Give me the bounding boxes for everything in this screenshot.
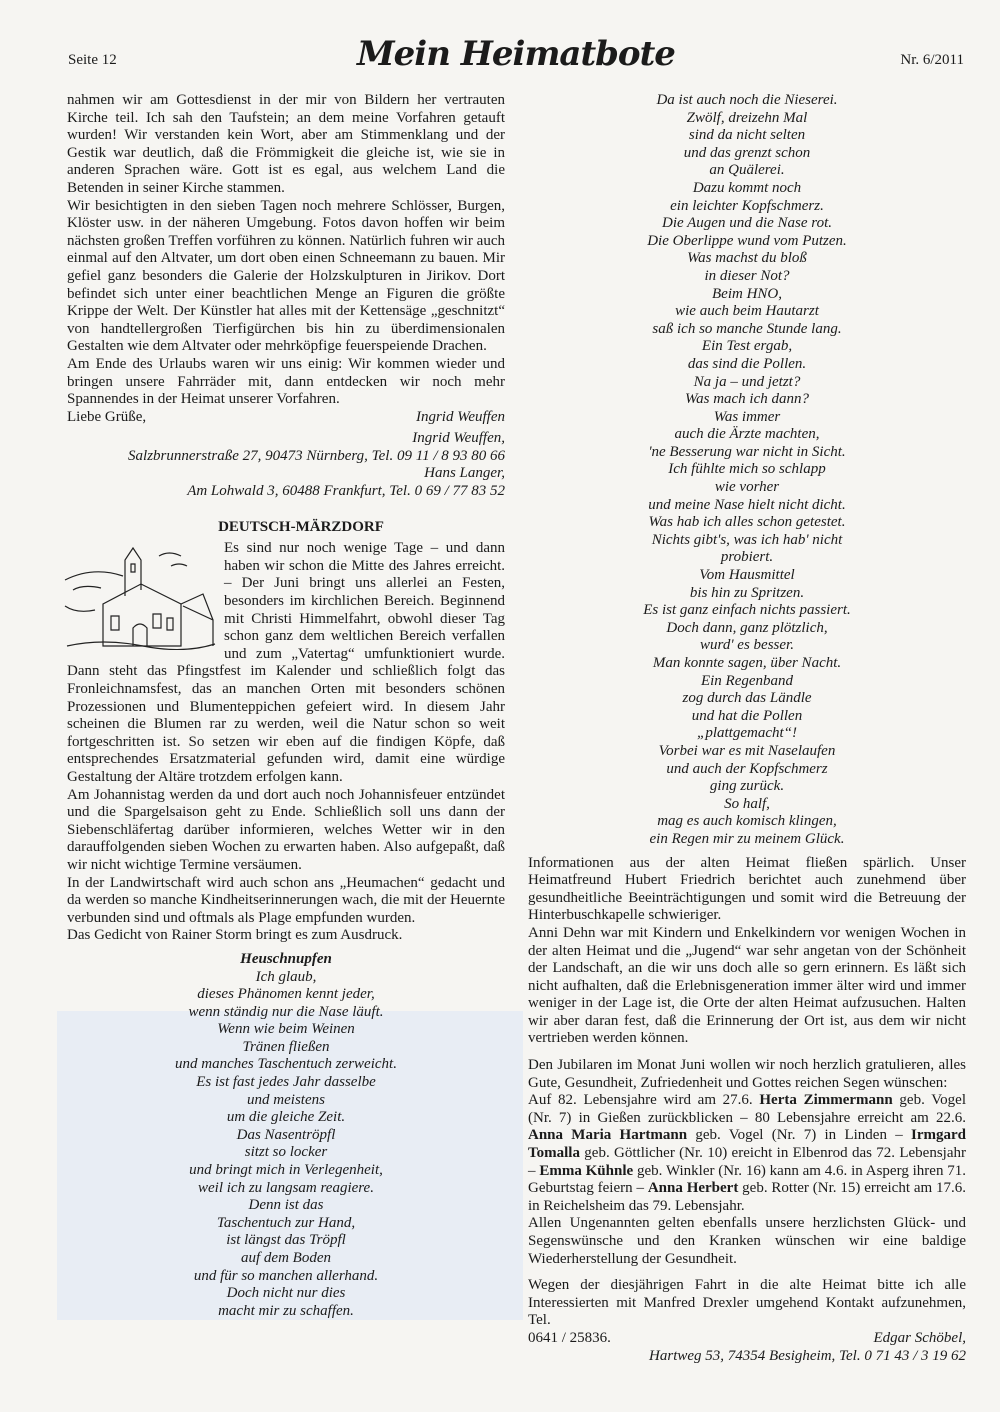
poem-line: Ich glaub, — [255, 968, 317, 985]
paragraph: Informationen aus der alten Heimat fließen spärlich. Unser Heimatfreund Hubert Friedrich berichtet auch zunehmend über gesundheitliche Beeinträchtigungen und somit wird die Betreuung der Hinterbuschkapelle schwieriger. — [528, 854, 966, 924]
masthead-title: Mein Heimatbote — [357, 34, 675, 74]
poem-line: ein leichter Kopfschmerz. — [670, 197, 824, 214]
poem-line: ist längst das Tröpfl — [226, 1232, 346, 1249]
poem-line: und auch der Kopfschmerz — [666, 760, 828, 777]
poem-line: Doch dann, ganz plötzlich, — [666, 619, 828, 636]
poem-line: sind da nicht selten — [688, 127, 806, 144]
poem-line: bis hin zu Spritzen. — [689, 584, 805, 601]
poem-line: und manches Taschentuch zerweicht. — [175, 1056, 397, 1073]
church-illustration — [63, 546, 218, 650]
jubilare-list: Auf 82. Lebensjahre wird am 27.6. Herta Zimmermann geb. Vogel (Nr. 7) in Gießen zurückblicken – 80 Lebensjahre erreicht am 22.6. Anna Maria Hartmann geb. Vogel (Nr. 7) in Linden – Irmgard Tomalla geb. Göttlicher (Nr. 10) ereicht in Elbenrod das 72. Lebensjahr – Emma Kühnle geb. Winkler (Nr. 16) kann am 4.6. in Asperg ihren 71. Geburtstag feiern – Anna Herbert geb. Rotter (Nr. 15) erreicht am 17.6. in Reichelsheim das 79. Lebensjahr. — [528, 1092, 967, 1214]
poem-line: an Quälerei. — [709, 162, 785, 179]
poem-line: um die gleiche Zeit. — [226, 1109, 346, 1126]
paragraph: nahmen wir am Gottesdienst in der mir von Bildern her vertrauten Kirche teil. Ich sah den Taufstein; an dem meine Vorfahren getauft wurden! Wir verstanden kein Wort, aber am Stimmenklang und der Gestik war deutlich, daß die Frömmigkeit die gleiche ist, wie sie in anderen Sprachen wäre. Gott ist es egal, aus welchem Land die Betenden in seiner Kirche stammen. — [67, 92, 505, 196]
trip-notice: Wegen der diesjährigen Fahrt in die alte Heimat bitte ich alle Interessierten mit Manfred Drexler umgehend Kontakt aufzunehmen, Tel. — [528, 1277, 966, 1329]
poem-line: Tränen fließen — [242, 1038, 330, 1055]
poem-line: Was immer — [713, 408, 781, 425]
poem-line: So half, — [724, 795, 770, 812]
paragraph: Wir besichtigten in den sieben Tagen noch mehrere Schlösser, Burgen, Klöster usw. in der näheren Umgebung. Fotos davon hoffen wir beim nächsten großen Treffen vorführen zu können. Natürlich fuhren wir auch einmal auf den Altvater, um dort oben einen Schneemann zu bauen. Mir gefiel ganz besonders die Galerie der Holzskulpturen in Jirikov. Dort befindet sich unter einer beachtlichen Menge an Figuren die größte Krippe der Welt. Der Künstler hat alles mit der Kettensäge „geschnitzt“ von handtellergroßen Tierfigürchen bis hin zu überdimensionalen Gestalten wie dem Altvater oder mehrköpfige feuerspeiende Drachen. — [67, 197, 505, 355]
right-column — [528, 92, 966, 1365]
poem-line: Vom Hausmittel — [699, 567, 795, 584]
poem-line: Was hab ich alles schon getestet. — [648, 514, 846, 531]
section-title: DEUTSCH-MÄRZDORF — [218, 518, 384, 535]
poem-line: Was mach ich dann? — [684, 391, 810, 408]
paragraph: Am Ende des Urlaubs waren wir uns einig: Wir kommen wieder und bringen unsere Fahrräder mit, dann entdecken wir noch mehr Spannendes in der Heimat unserer Vorfahren. — [67, 355, 505, 408]
poem-line: und bringt mich in Verlegenheit, — [189, 1162, 383, 1179]
poem-line: Das Nasentröpfl — [236, 1126, 336, 1143]
poem-lines — [528, 92, 966, 849]
poem-line: „plattgemacht“! — [697, 725, 797, 742]
poem-line: das sind die Pollen. — [687, 355, 807, 372]
poem-line: und meistens — [247, 1091, 325, 1108]
paragraph: In der Landwirtschaft wird auch schon ans „Heumachen“ gedacht und da werden so manche Kindheitserinnerungen wach, die mit der Heuernte verbunden sind und oftmals als Plage empfunden wurden. — [67, 874, 505, 926]
poem-line: Doch nicht nur dies — [226, 1285, 346, 1302]
poem-lines — [67, 969, 505, 1321]
trip-signature: Edgar Schöbel, — [873, 1329, 966, 1346]
poem-line: wurd' es besser. — [700, 637, 794, 654]
poem-line: Was machst du bloß — [687, 250, 807, 267]
paragraph: Am Johannistag werden da und dort auch noch Johannisfeuer entzündet und die Spargelsaison geht zu Ende. Schließlich soll uns dann der Siebenschläfertag darüber informieren, welches Wetter wir in den darauffolgenden sieben Wochen zu erwarten haben. Also aufgepaßt, daß wir nicht wichtige Termine versäumen. — [67, 786, 505, 873]
poem-line: Da ist auch noch die Nieserei. — [656, 92, 838, 108]
greeting-signature: Ingrid Weuffen — [415, 408, 505, 425]
poem-line: Die Augen und die Nase rot. — [662, 215, 832, 232]
poem-line: und für so manchen allerhand. — [193, 1267, 379, 1284]
poem-line: Vorbei war es mit Naselaufen — [658, 742, 836, 759]
paragraph: Das Gedicht von Rainer Storm bringt es zum Ausdruck. — [67, 927, 403, 944]
address-line: Salzbrunnerstraße 27, 90473 Nürnberg, Tel. 09 11 / 8 93 80 66 — [128, 447, 505, 464]
address-name: Ingrid Weuffen, — [412, 430, 505, 447]
poem-line: weil ich zu langsam reagiere. — [198, 1179, 374, 1196]
paragraph: Es sind nur noch wenige Tage – und dann haben wir schon die Mitte des Jahres erreicht. – Der Juni bringt uns allerlei an Festen, besonders im kirchlichen Bereich. Beginnend mit Christi Himmelfahrt, obwohl dieser Tag schon ganz dem weltlichen Bereich verfallen und zum „Vatertag“ umfunktioniert wurde. Dann steht das Pfingstfest im Kalender und schließlich folgt das Fronleichnamsfest, das an manchen Orten mit besonders schönen Prozessionen und Blumenteppichen gefeiert wird. In diesem Jahr scheinen die Blumen rar zu werden, weil die Natur schon so weit fortgeschritten ist. So setzen wir eben auf die findigen Köpfe, daß entsprechendes Ersatzmaterial gefunden wird, damit eine würdige Gestaltung der Altäre trotzdem erfolgen kann. — [67, 540, 505, 785]
poem-line: Taschentuch zur Hand, — [216, 1214, 356, 1231]
poem-line: ein Regen mir zu meinem Glück. — [649, 830, 845, 847]
poem-line: Beim HNO, — [712, 285, 782, 302]
issue-number: Nr. 6/2011 — [900, 52, 964, 68]
page-header — [68, 34, 964, 74]
left-column — [67, 92, 505, 1320]
trip-contact-row — [528, 1330, 966, 1348]
poem-line: zog durch das Ländle — [682, 690, 812, 707]
trip-address: Hartweg 53, 74354 Besigheim, Tel. 0 71 43 / 3 19 62 — [649, 1347, 966, 1364]
poem-line: und hat die Pollen — [691, 707, 803, 724]
poem-line: Die Oberlippe wund vom Putzen. — [647, 232, 847, 249]
greeting-row — [67, 409, 505, 427]
poem-line: 'ne Besserung war nicht in Sicht. — [648, 443, 846, 460]
poem-line: Wenn wie beim Weinen — [217, 1021, 355, 1038]
jubilare-intro: Den Jubilaren im Monat Juni wollen wir noch herzlich gratulieren, alles Gute, Gesundheit, Zufriedenheit und Gottes reichen Segen wünschen: — [528, 1057, 966, 1091]
poem-line: und das grenzt schon — [683, 144, 811, 161]
address-name: Hans Langer, — [424, 465, 505, 482]
poem-line: Ich fühlte mich so schlapp — [668, 461, 826, 478]
poem-line: Dazu kommt noch — [692, 179, 802, 196]
jubilar-name: Anna Maria Hartmann — [528, 1127, 688, 1144]
poem-line: Es ist ganz einfach nichts passiert. — [643, 602, 851, 619]
poem-line: mag es auch komisch klingen, — [657, 813, 837, 830]
jubilar-name: Anna Herbert — [647, 1180, 739, 1197]
poem-line: wie vorher — [714, 479, 780, 496]
trip-phone: 0641 / 25836. — [528, 1329, 611, 1346]
poem-line: Es ist fast jedes Jahr dasselbe — [196, 1074, 376, 1091]
poem-line: Man konnte sagen, über Nacht. — [652, 655, 842, 671]
poem-line: Ein Regenband — [700, 672, 794, 689]
poem-line: sitzt so locker — [244, 1144, 328, 1161]
address-line: Am Lohwald 3, 60488 Frankfurt, Tel. 0 69 / 77 83 52 — [187, 483, 505, 500]
poem-line: Nichts gibt's, was ich hab' nicht — [651, 531, 843, 548]
paragraph: Anni Dehn war mit Kindern und Enkelkindern vor wenigen Wochen in der alten Heimat und die „Jugend“ war sehr angetan von der Schönheit der Landschaft, an die wir uns doch alle so gern erinnern. Es läßt sich nicht aufhalten, daß die Erlebnisgeneration immer älter wird und immer weniger in der Lage ist, die Orte der alten Heimat aufzusuchen. Halten wir aber daran fest, daß die Erinnerung der Ort ist, aus dem wir nicht vertrieben werden können. — [528, 924, 966, 1047]
poem-line: auf dem Boden — [241, 1250, 331, 1266]
poem-line: macht mir zu schaffen. — [218, 1302, 354, 1319]
poem-line: in dieser Not? — [704, 267, 790, 284]
jubilare-closing: Allen Ungenannten gelten ebenfalls unsere herzlichsten Glück- und Segenswünsche und den Kranken wünschen wir eine baldige Wiederherstellung der Gesundheit. — [528, 1215, 966, 1267]
poem-line: Denn ist das — [248, 1197, 324, 1214]
poem-line: dieses Phänomen kennt jeder, — [197, 986, 375, 1003]
poem-line: wie auch beim Hautarzt — [675, 303, 819, 320]
poem-line: probiert. — [720, 549, 774, 566]
poem-line: Zwölf, dreizehn Mal — [686, 109, 808, 126]
poem-line: saß ich so manche Stunde lang. — [652, 320, 842, 337]
poem-line: und meine Nase hielt nicht dicht. — [648, 496, 846, 513]
jubilar-name: Irmgard Tomalla — [528, 1127, 966, 1162]
poem-line: Na ja – und jetzt? — [693, 373, 801, 390]
jubilar-name: Emma Kühnle — [539, 1162, 634, 1179]
poem-line: Ein Test ergab, — [701, 338, 793, 355]
poem-block — [57, 951, 523, 1320]
poem-title: Heuschnupfen — [240, 950, 332, 967]
poem-line: ging zurück. — [709, 778, 785, 795]
poem-line: auch die Ärzte machten, — [674, 426, 820, 443]
jubilar-name: Herta Zimmermann — [759, 1092, 893, 1109]
poem-line: wenn ständig nur die Nase läuft. — [188, 1003, 384, 1020]
page-number: Seite 12 — [68, 52, 117, 68]
greeting: Liebe Grüße, — [67, 408, 147, 425]
